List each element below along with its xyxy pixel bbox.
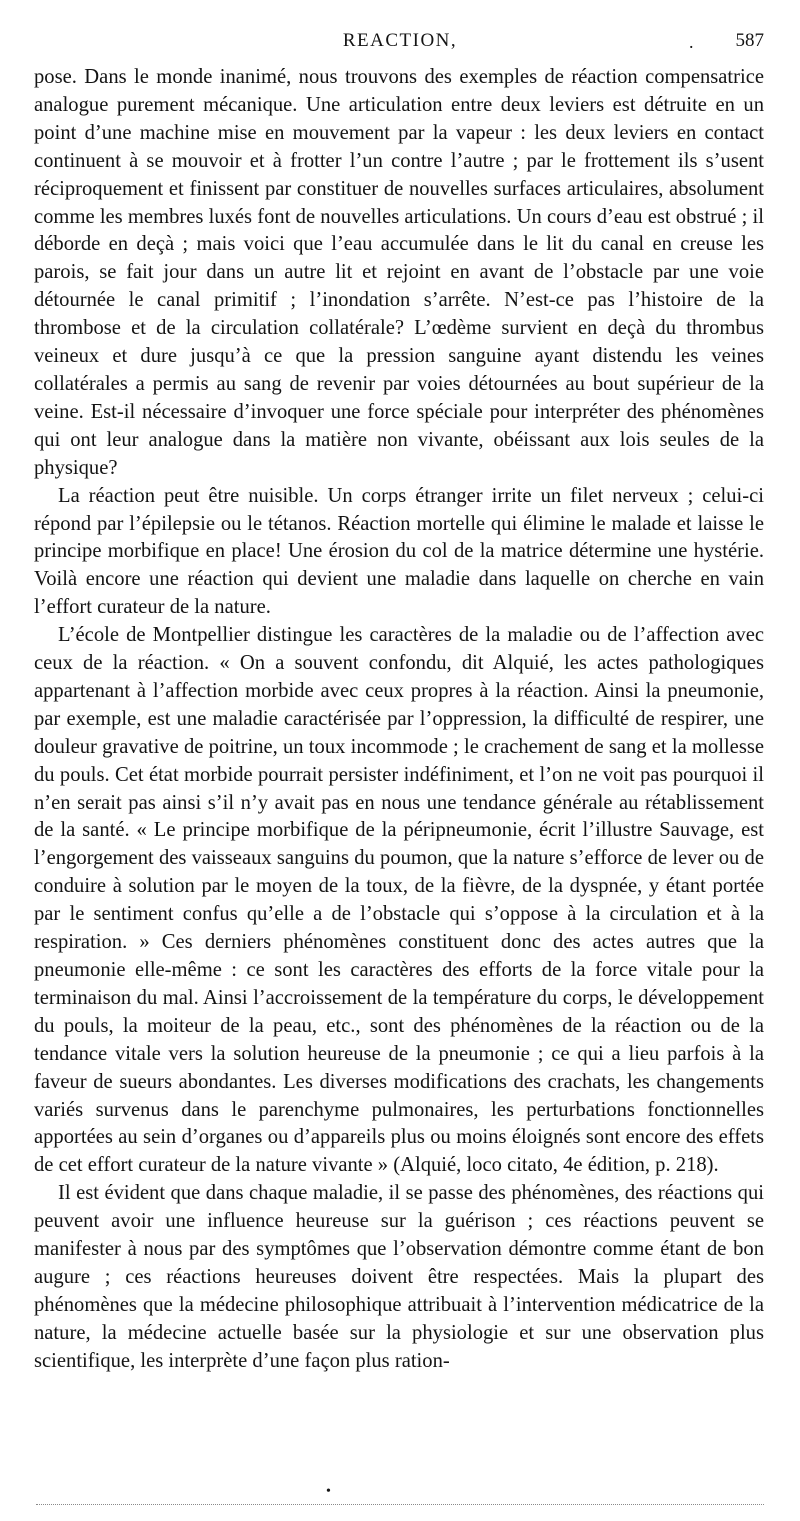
paragraph-3: L’école de Montpellier distingue les caractères de la maladie ou de l’affection avec ceux de la réaction. « On a souvent confondu, dit Alquié, les actes pathologiques appartenant à l’affection morbide avec ceux propres à la réaction. Ainsi la pneumonie, par exemple, est une maladie caractérisée par l’oppression, la difficulté de respirer, une douleur gravative de poitrine, un toux incommode ; le crachement de sang et la mollesse du pouls. Cet état morbide pourrait persister indéfiniment, et l’on ne voit pas pourquoi il n’en serait pas ainsi s’il n’y avait pas en nous une tendance générale au rétablissement de la santé. « Le principe morbifique de la péripneumonie, écrit l’illustre Sauvage, est l’engorgement des vaisseaux sanguins du poumon, que la nature s’efforce de lever ou de conduire à solution par le moyen de la toux, de la fièvre, de la dyspnée, y étant portée par le sentiment confus qu’elle a de l’obstacle qui s’oppose à la circulation et à la respiration. » Ces derniers phénomènes constituent donc des actes autres que la pneumonie elle-même : ce sont les caractères des efforts de la force vitale pour la terminaison du mal. Ainsi l’accroissement de la température du corps, le développement du pouls, la moiteur de la peau, etc., sont des phénomènes de la réaction ou de la tendance vitale vers la solution heureuse de la pneumonie ; ce qui a lieu parfois à la faveur de sueurs abondantes. Les diverses modifications des crachats, les changements variés survenus dans le parenchyme pulmonaires, les perturbations fonctionnelles apportées au sein d’organes ou d’appareils plus ou moins éloignés sont encore des effets de cet effort curateur de la nature vivante » (Alquié, loco citato, 4e édition, p. 218). [34,624,764,1177]
header-mark: . [689,32,694,52]
running-title: REACTION, [342,30,458,51]
paragraph-4: Il est évident que dans chaque maladie, il se passe des phénomènes, des réactions qui peuvent avoir une influence heureuse sur la guérison ; ces réactions peuvent se manifester à nous par des symptômes que l’observation démontre comme étant de bon augure ; ces réactions heureuses doivent être respectées. Mais la plupart des phénomènes que la médecine philosophique attribuait à l’intervention médicatrice de la nature, la médecine actuelle basée sur la physiologie et sur une observation plus scientifique, les interprète d’une façon plus ration- [34,1182,764,1372]
footer-mark: • [326,1484,331,1499]
paragraph-2: La réaction peut être nuisible. Un corps étranger irrite un filet nerveux ; celui-ci répond par l’épilepsie ou le tétanos. Réaction mortelle qui élimine le malade et laisse le principe morbifique en place! Une érosion du col de la matrice détermine une hystérie. Voilà encore une réaction qui devient une maladie dans laquelle on cherche en vain l’effort curateur de la nature. [34,484,764,619]
paragraph-1: pose. Dans le monde inanimé, nous trouvons des exemples de réaction compensatrice analogue purement mécanique. Une articulation entre deux leviers est détruite en un point d’une machine mise en mouvement par la vapeur : les deux leviers en contact continuent à se mouvoir et à frotter l’un contre l’autre ; par le frottement ils s’usent réciproquement et finissent par constituer de nouvelles surfaces articulaires, absolument comme les membres luxés font de nouvelles articulations. Un cours d’eau est obstrué ; il déborde en deçà ; mais voici que l’eau accumulée dans le lit du canal en creuse les parois, se fait jour dans un autre lit et rejoint en avant de l’obstacle par une voie détournée le canal primitif ; l’inondation s’arrête. N’est-ce pas l’histoire de la thrombose et de la circulation collatérale? L’œdème survient en deçà du thrombus veineux et dure jusqu’à ce que la pression sanguine ayant distendu les veines collatérales a permis au sang de revenir par voies détournées au bout supérieur de la veine. Est-il nécessaire d’invoquer une force spéciale pour interpréter des phénomènes qui ont leur analogue dans la matière non vivante, obéissant aux lois seules de la physique? [34,66,764,479]
page-number: 587 [735,30,764,51]
body-text [34,64,764,1376]
footer-rule [36,1504,764,1505]
page-header [0,30,800,60]
